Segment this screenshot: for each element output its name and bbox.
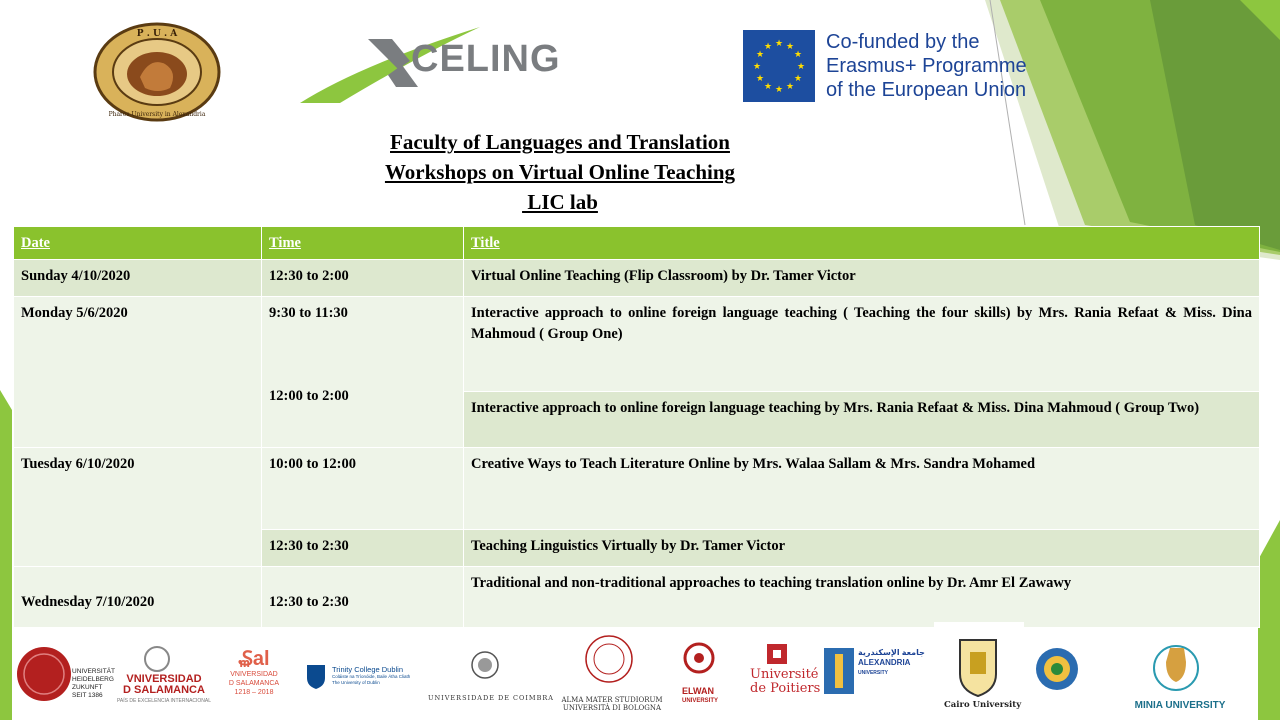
salamanca-text: VNIVERSIDAD — [126, 673, 202, 685]
eu-flag-icon — [743, 30, 815, 102]
page-heading — [300, 127, 820, 217]
svg-text:★: ★ — [755, 74, 765, 84]
cell-title: Traditional and non-traditional approaches to teaching translation online by Dr. Amr El Zawawy — [464, 567, 1260, 628]
svg-text:★: ★ — [774, 39, 784, 49]
alexandria-logo — [858, 648, 925, 678]
eu-text-line: of the European Union — [826, 79, 1027, 101]
poitiers-text: Université — [750, 667, 819, 682]
cell-title: Virtual Online Teaching (Flip Classroom) by Dr. Tamer Victor — [464, 260, 1260, 297]
table-row — [14, 260, 1260, 297]
cell-time: 12:00 to 2:00 — [269, 388, 349, 404]
cell-time: 12:30 to 2:00 — [262, 260, 464, 297]
cairo-logo: Cairo University — [944, 700, 1022, 710]
trinity-shield-icon — [306, 664, 326, 690]
cell-title: Teaching Linguistics Virtually by Dr. Tamer Victor — [464, 530, 1260, 567]
cell-time: 9:30 to 11:30 — [269, 305, 348, 321]
coimbra-logo: UNIVERSIDADE DE COIMBRA — [428, 694, 554, 702]
minia-nefertiti-icon — [1152, 638, 1200, 696]
trinity-subtext: The University of Dublin — [332, 680, 380, 685]
alexandria-arabic-text: جامعة الإسكندرية — [858, 648, 925, 657]
salamanca-seal-icon — [140, 646, 174, 672]
eu-text-line: Co-funded by the — [826, 31, 980, 53]
heidelberg-logo — [72, 668, 115, 700]
helwan-text: UNIVERSITY — [682, 698, 719, 704]
alexandria-text: UNIVERSITY — [858, 670, 889, 676]
header-date: Date — [14, 227, 262, 260]
table-header-row — [14, 227, 1260, 260]
svg-text:★: ★ — [755, 50, 765, 60]
coimbra-seal-icon — [470, 650, 500, 680]
trinity-text: Trinity College Dublin — [332, 665, 404, 674]
heading-lab: LIC lab — [522, 190, 598, 214]
table-row — [14, 567, 1260, 628]
alexandria-text: ALEXANDRIA — [858, 658, 911, 667]
usal-text: D SALAMANCA — [228, 680, 280, 687]
alexandria-lighthouse-icon — [822, 646, 856, 696]
trinity-logo — [332, 666, 410, 686]
svg-text:★: ★ — [796, 62, 806, 72]
cell-date: Wednesday 7/10/2020 — [14, 567, 262, 628]
helwan-logo — [682, 686, 718, 706]
partner-logos — [12, 628, 1260, 720]
table-row — [14, 297, 1260, 392]
cairo-university-emblem-icon — [956, 634, 1000, 698]
south-valley-emblem-icon — [1034, 634, 1080, 704]
salamanca-text: D SALAMANCA — [123, 684, 205, 696]
helwan-text: ELWAN — [682, 686, 715, 696]
svg-text:★: ★ — [774, 85, 784, 95]
svg-text:P . U . A: P . U . A — [136, 29, 178, 39]
svg-text:★: ★ — [763, 42, 773, 52]
eu-text-line: Erasmus+ Programme — [826, 55, 1027, 77]
bologna-text: UNIVERSITÀ DI BOLOGNA — [562, 704, 662, 712]
heidelberg-text: ZUKUNFT — [72, 684, 103, 691]
cell-time: 12:30 to 2:30 — [262, 530, 464, 567]
helwan-emblem-icon — [682, 630, 716, 686]
heidelberg-text: SEIT 1386 — [72, 692, 103, 699]
poitiers-crest-icon — [764, 642, 790, 666]
table-row — [14, 448, 1260, 530]
svg-text:★: ★ — [752, 62, 762, 72]
poitiers-logo — [750, 668, 820, 696]
heading-workshops: Workshops on Virtual Online Teaching — [384, 160, 736, 184]
cell-time: 10:00 to 12:00 — [262, 448, 464, 530]
xceling-logo-text: CELING — [411, 38, 561, 80]
header-time: Time — [262, 227, 464, 260]
heidelberg-text: UNIVERSITÄT — [72, 668, 115, 675]
svg-text:★: ★ — [785, 42, 795, 52]
schedule-table — [13, 226, 1260, 628]
usal-text: VNIVERSIDAD — [230, 671, 278, 678]
bologna-logo — [552, 696, 672, 712]
cell-title: Creative Ways to Teach Literature Online by Mrs. Walaa Sallam & Mrs. Sandra Mohamed — [464, 448, 1260, 530]
cell-date: Sunday 4/10/2020 — [14, 260, 262, 297]
bologna-seal-icon — [584, 634, 634, 684]
svg-text:Pharos University in Alexandri: Pharos University in Alexandria — [108, 111, 206, 118]
cell-date: Tuesday 6/10/2020 — [14, 448, 262, 567]
cell-date: Monday 5/6/2020 — [14, 297, 262, 448]
heidelberg-text: HEIDELBERG — [72, 676, 114, 683]
cell-time-group — [262, 297, 464, 448]
usal-mark-icon: ₷al — [238, 648, 270, 670]
svg-text:★: ★ — [763, 82, 773, 92]
minia-logo: MINIA UNIVERSITY — [1134, 700, 1226, 711]
cell-title: Interactive approach to online foreign language teaching by Mrs. Rania Refaat & Miss. Dina Mahmoud ( Group Two) — [464, 392, 1260, 448]
eu-funding-text — [826, 30, 1027, 102]
cell-title: Interactive approach to online foreign language teaching ( Teaching the four skills) by Mrs. Rania Refaat & Miss. Dina Mahmoud ( Group One) — [464, 297, 1260, 392]
svg-text:★: ★ — [793, 50, 803, 60]
usal-text: 1218 – 2018 — [234, 689, 274, 696]
header-title: Title — [464, 227, 1260, 260]
bologna-text: ALMA MATER STUDIORUM — [561, 696, 663, 704]
poitiers-text: de Poitiers — [750, 681, 821, 696]
heidelberg-seal-icon — [16, 646, 72, 702]
heading-faculty: Faculty of Languages and Translation — [390, 130, 730, 154]
salamanca-logo — [114, 674, 214, 707]
trinity-subtext: Coláiste na Tríonóide, Baile Átha Cliath — [332, 674, 411, 679]
svg-text:★: ★ — [785, 82, 795, 92]
usal-800-logo — [224, 648, 284, 697]
salamanca-subtext: PAÍS DE EXCELENCIA INTERNACIONAL — [116, 698, 212, 704]
pua-logo — [90, 22, 224, 122]
svg-text:★: ★ — [793, 74, 803, 84]
cell-time: 12:30 to 2:30 — [262, 567, 464, 628]
